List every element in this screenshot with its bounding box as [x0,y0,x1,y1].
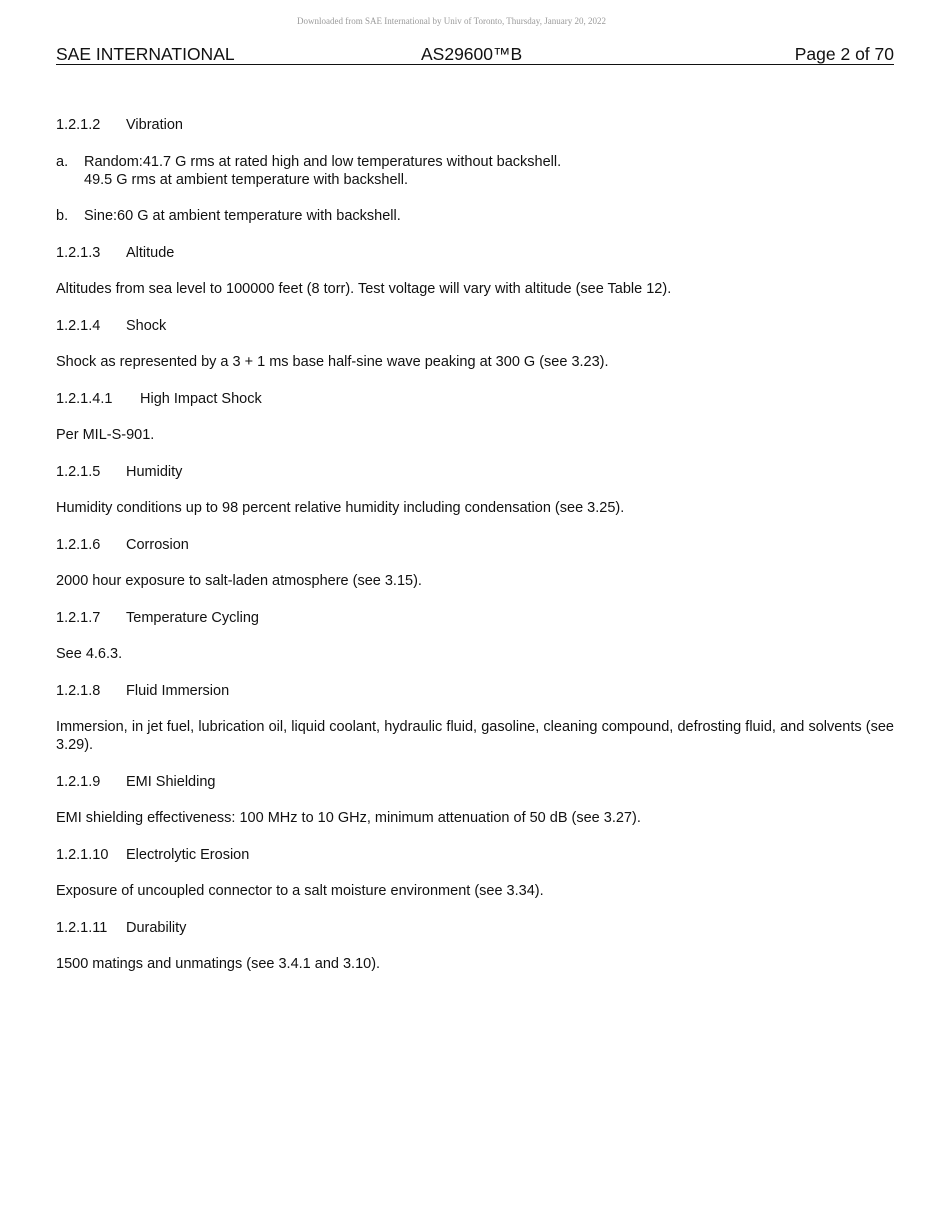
section-paragraph: Exposure of uncoupled connector to a salt moisture environment (see 3.34). [56,883,544,899]
document-body [56,116,894,992]
section-heading-corrosion [56,536,894,554]
section-paragraph: Immersion, in jet fuel, lubrication oil, liquid coolant, hydraulic fluid, gasoline, cleaning compound, defrosting fluid, and solvents (see 3.29). [56,719,894,753]
section-paragraph: 1500 matings and unmatings (see 3.4.1 and 3.10). [56,956,381,972]
section-heading-durability [56,919,894,937]
section-title: Temperature Cycling [126,609,259,626]
section-number: 1.2.1.3 [56,244,101,261]
header-org: SAE INTERNATIONAL [56,44,235,64]
section-paragraph: EMI shielding effectiveness: 100 MHz to 10 GHz, minimum attenuation of 50 dB (see 3.27). [56,810,641,826]
header-doc-id: AS29600™B [421,44,523,64]
section-title: Vibration [126,117,183,133]
section-title: Shock [126,317,167,334]
section-paragraph: Humidity conditions up to 98 percent relative humidity including condensation (see 3.25). [56,500,625,516]
section-paragraph: See 4.6.3. [56,646,123,662]
section-number: 1.2.1.2 [56,117,101,133]
section-title: Electrolytic Erosion [126,846,250,863]
section-number: 1.2.1.7 [56,609,101,626]
section-number: 1.2.1.4.1 [56,390,113,407]
section-number: 1.2.1.10 [56,846,109,863]
section-heading-vibration [56,116,894,134]
section-heading-temperature-cycling [56,609,894,627]
list-marker: b. [56,208,69,224]
section-number: 1.2.1.11 [56,919,108,936]
section-heading-high-impact-shock [56,390,894,408]
section-heading-fluid-immersion [56,682,894,700]
section-paragraph: 2000 hour exposure to salt-laden atmosphere (see 3.15). [56,573,422,589]
section-paragraph: Per MIL-S-901. [56,427,155,443]
list-item-sine [56,207,894,225]
section-title: Fluid Immersion [126,682,230,699]
section-title: EMI Shielding [126,773,216,790]
section-paragraph: Altitudes from sea level to 100000 feet (8 torr). Test voltage will vary with altitude (see Table 12). [56,281,672,297]
download-watermark: Downloaded from SAE International by Univ of Toronto, Thursday, January 20, 2022 [297,16,606,26]
list-marker: a. [56,153,69,170]
header-page-number: Page 2 of 70 [794,44,894,64]
section-paragraph: Shock as represented by a 3 + 1 ms base half-sine wave peaking at 300 G (see 3.23). [56,354,609,370]
list-item-text: Sine:60 G at ambient temperature with backshell. [84,208,401,224]
page-header [56,44,894,65]
section-title: High Impact Shock [140,390,262,407]
section-title: Altitude [126,244,175,261]
list-item-random [56,153,894,189]
section-heading-altitude [56,244,894,262]
section-title: Corrosion [126,536,189,553]
section-heading-emi-shielding [56,773,894,791]
section-heading-shock [56,317,894,335]
section-number: 1.2.1.8 [56,682,101,699]
section-heading-humidity [56,463,894,481]
section-number: 1.2.1.6 [56,536,101,553]
section-number: 1.2.1.9 [56,773,101,790]
list-item-text: Random:41.7 G rms at rated high and low temperatures without backshell. [84,153,562,170]
list-item-text: 49.5 G rms at ambient temperature with backshell. [84,171,408,188]
section-title: Durability [126,919,187,936]
section-number: 1.2.1.4 [56,317,101,334]
section-number: 1.2.1.5 [56,463,101,480]
section-heading-electrolytic-erosion [56,846,894,864]
section-title: Humidity [126,463,183,480]
